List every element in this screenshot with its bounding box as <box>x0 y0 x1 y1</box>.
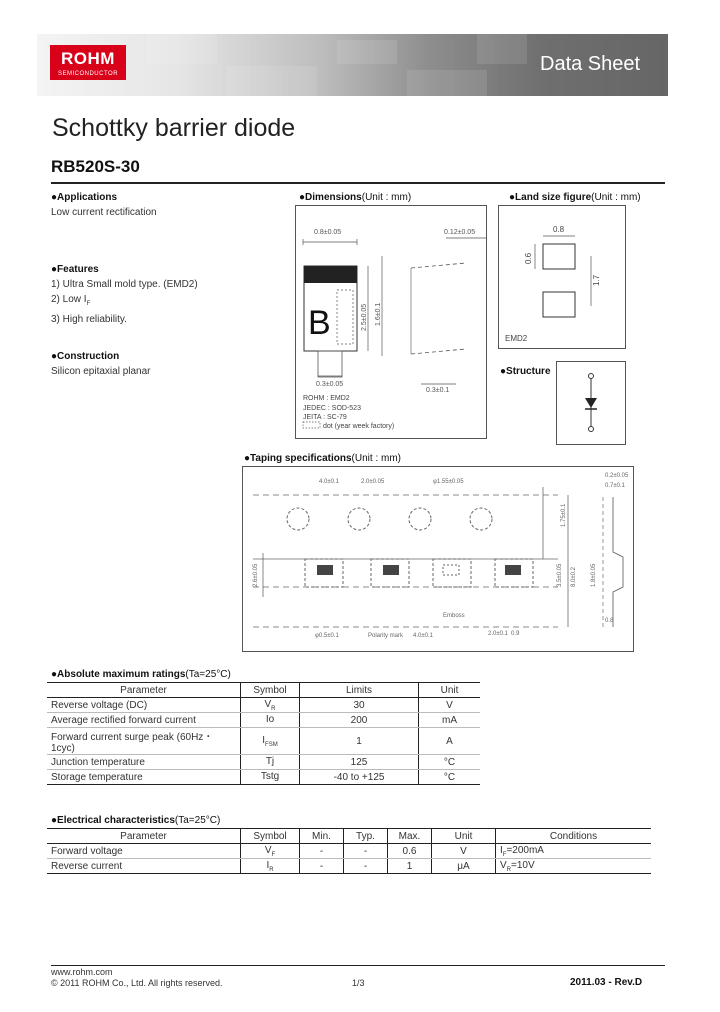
pkg-rohm: ROHM : EMD2 <box>303 395 350 402</box>
features-heading: ●Features <box>51 264 99 275</box>
tape-label: 8.0±0.2 <box>571 567 577 587</box>
rohm-logo <box>50 45 126 80</box>
tape-label: 2.0±0.05 <box>361 479 385 485</box>
tape-label: Emboss <box>443 613 465 619</box>
structure-figure <box>556 361 626 445</box>
part-number: RB520S-30 <box>51 157 140 176</box>
table-row: Reverse current $I_R$ - - 1 μA $V_R=10V$ <box>47 859 651 874</box>
footer-url[interactable]: www.rohm.com <box>51 967 113 977</box>
footer-rule <box>51 965 665 966</box>
land-figure <box>498 205 626 349</box>
logo-brand: ROHM <box>61 49 115 68</box>
col-header: Max. <box>388 829 432 844</box>
construction-heading: ●Construction <box>51 351 120 362</box>
pkg-jeita: JEITA : SC-79 <box>303 414 347 421</box>
tape-label: 1.75±0.1 <box>561 503 567 527</box>
dim-foot-label: 0.3±0.05 <box>316 381 344 388</box>
construction-text: Silicon epitaxial planar <box>51 366 151 377</box>
land-pitch: 1.7 <box>592 274 601 286</box>
tape-label: φ0.5±0.1 <box>315 633 339 639</box>
footer-copyright: © 2011 ROHM Co., Ltd. All rights reserved. <box>51 978 223 988</box>
land-package: EMD2 <box>505 334 528 343</box>
page-title: Schottky barrier diode <box>52 114 296 142</box>
col-header: Min. <box>300 829 344 844</box>
tape-label: 0.2±0.05 <box>605 473 629 479</box>
table-row: Junction temperature Tj 125 °C <box>47 755 480 770</box>
table-header <box>47 829 651 844</box>
tape-label: 3.5±0.05 <box>557 563 563 587</box>
doc-type: Data Sheet <box>540 53 641 75</box>
land-drawing <box>499 206 625 348</box>
col-header: Parameter <box>47 683 241 698</box>
tape-label: 2.0±0.1 <box>488 631 508 637</box>
tape-label: 0.9 <box>511 631 520 637</box>
tape-label: Polarity mark <box>368 633 404 639</box>
table-row: Reverse voltage (DC) $V_R$ 30 V <box>47 698 480 713</box>
structure-heading: ●Structure <box>500 366 551 377</box>
dimensions-drawing <box>296 206 486 438</box>
tape-label: 1.8±0.05 <box>591 563 597 587</box>
page-number: 1/3 <box>352 978 365 988</box>
table-row: Forward current surge peak (60Hz・1cyc) $I_{FSM}$ 1 A <box>47 728 480 755</box>
table-row: Storage temperature Tstg -40 to +125 °C <box>47 770 480 785</box>
table-header <box>47 683 480 698</box>
logo-subtitle: SEMICONDUCTOR <box>57 71 119 77</box>
dimensions-heading: ●Dimensions(Unit : mm) <box>299 192 412 203</box>
dimensions-figure <box>295 205 487 439</box>
applications-heading: ●Applications <box>51 192 118 203</box>
col-header: Symbol <box>241 683 300 698</box>
pkg-note: dot (year week factory) <box>323 423 395 430</box>
title-rule <box>51 182 665 184</box>
col-header: Typ. <box>344 829 388 844</box>
col-header: Limits <box>300 683 419 698</box>
dim-body-label: 1.6±0.1 <box>375 302 382 326</box>
col-header: Unit <box>419 683 481 698</box>
land-height: 0.6 <box>524 252 533 264</box>
features-list <box>51 277 198 327</box>
marking-letter: B <box>308 304 331 342</box>
dim-side-label: 0.3±0.1 <box>426 387 450 394</box>
tape-label: 4.0±0.1 <box>319 479 339 485</box>
tape-label: 2.6±0.05 <box>253 563 259 587</box>
tape-label: 0.8 <box>605 618 614 624</box>
tape-label: 0.7±0.1 <box>605 483 625 489</box>
col-header: Unit <box>432 829 496 844</box>
elec-table <box>47 828 651 874</box>
taping-heading: ●Taping specifications(Unit : mm) <box>244 453 401 464</box>
feature-item: 1) Ultra Small mold type. (EMD2) <box>51 279 198 290</box>
table-row: Average rectified forward current Io 200 mA <box>47 713 480 728</box>
tape-label: 4.0±0.1 <box>413 633 433 639</box>
taping-figure <box>242 466 634 652</box>
col-header: Symbol <box>241 829 300 844</box>
dim-height-label: 2.5±0.05 <box>361 303 368 331</box>
feature-item: 3) High reliability. <box>51 314 127 325</box>
abs-max-heading: ●Absolute maximum ratings(Ta=25°C) <box>51 669 231 680</box>
col-header: Parameter <box>47 829 241 844</box>
land-width: 0.8 <box>553 225 565 234</box>
taping-drawing <box>243 467 633 651</box>
land-heading: ●Land size figure(Unit : mm) <box>509 192 641 203</box>
dim-width-label: 0.8±0.05 <box>314 229 342 236</box>
tape-label: φ1.55±0.05 <box>433 479 464 485</box>
table-row: Forward voltage $V_F$ - - 0.6 V $I_F=200mA$ <box>47 844 651 859</box>
applications-text: Low current rectification <box>51 207 157 218</box>
revision: 2011.03 - Rev.D <box>570 977 643 988</box>
abs-max-table <box>47 682 480 785</box>
diode-symbol <box>557 362 625 444</box>
feature-item: 2) Low $I_F$ <box>51 294 91 307</box>
pkg-jedec: JEDEC : SOD-523 <box>303 405 361 412</box>
elec-heading: ●Electrical characteristics(Ta=25°C) <box>51 815 221 826</box>
col-header: Conditions <box>496 829 652 844</box>
dim-lead-label: 0.12±0.05 <box>444 229 476 236</box>
